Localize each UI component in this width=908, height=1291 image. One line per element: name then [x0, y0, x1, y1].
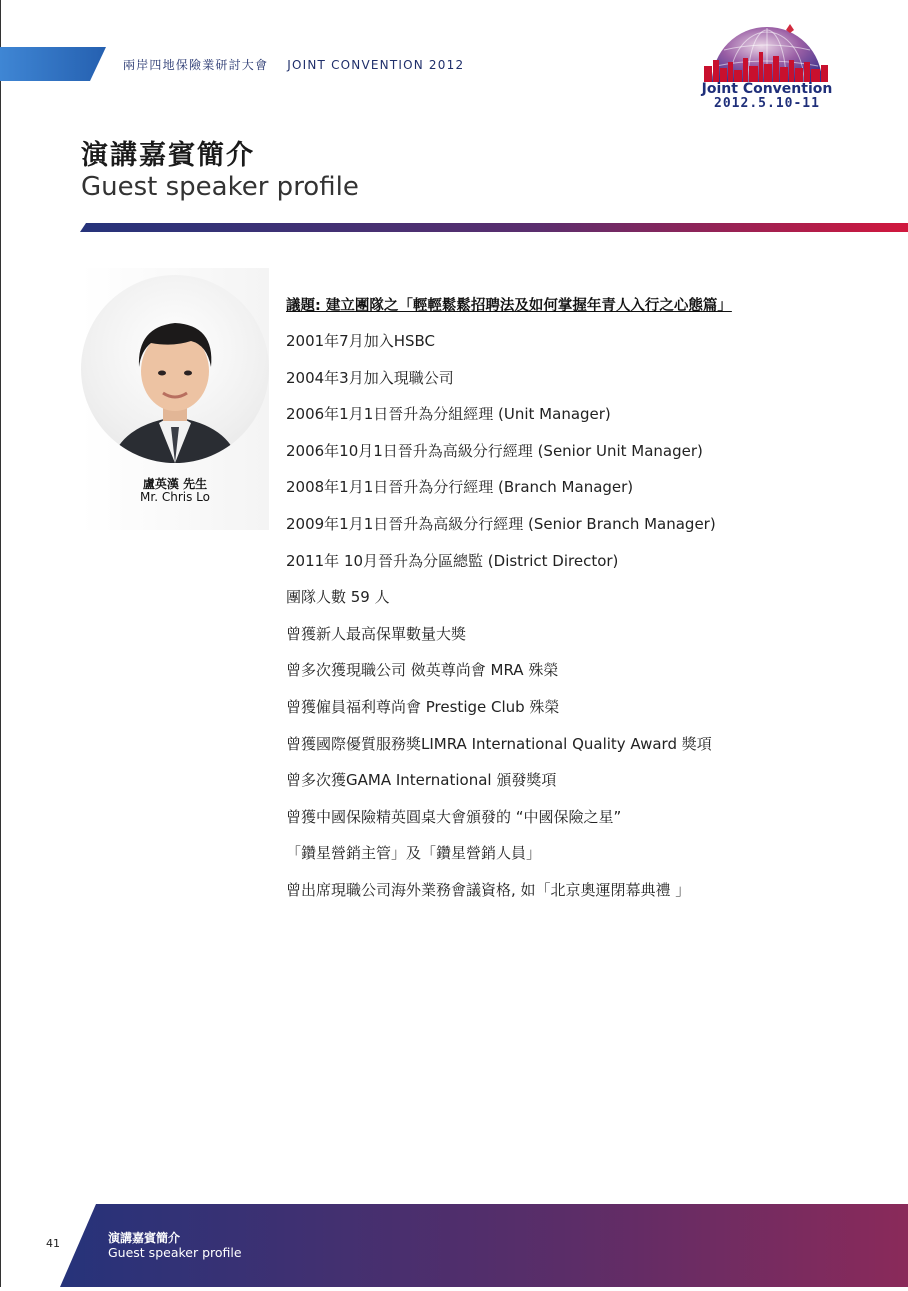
list-item: 曾出席現職公司海外業務會議資格, 如「北京奧運閉幕典禮 」 — [286, 880, 691, 899]
list-item: 2004年3月加入現職公司 — [286, 368, 454, 387]
list-item: 曾獲新人最高保單數量大獎 — [286, 624, 467, 643]
list-item: 2008年1月1日晉升為分行經理 (Branch Manager) — [286, 478, 634, 497]
list-item: 團隊人數 59 人 — [286, 588, 390, 607]
header-tab-shape — [0, 47, 106, 81]
footer-title-zh: 演講嘉賓簡介 — [108, 1231, 181, 1245]
list-item: 「鑽星營銷主管」及「鑽星營銷人員」 — [286, 844, 542, 863]
globe-skyline-icon — [700, 22, 834, 84]
footer-title-en: Guest speaker profile — [108, 1245, 242, 1260]
page-number: 41 — [46, 1237, 60, 1250]
title-divider-bar — [80, 217, 908, 226]
header-event-title — [123, 56, 478, 73]
list-item: 曾獲國際優質服務獎LIMRA International Quality Award 獎項 — [286, 734, 712, 753]
page-title-en: Guest speaker profile — [81, 172, 359, 202]
list-item: 2006年10月1日晉升為高級分行經理 (Senior Unit Manager) — [286, 441, 703, 460]
joint-convention-logo — [700, 22, 834, 112]
header-event-zh: 兩岸四地保險業研討大會 — [123, 58, 269, 72]
page-border — [0, 0, 1, 1287]
page-title-zh: 演講嘉賓簡介 — [81, 140, 255, 171]
list-item: 2006年1月1日晉升為分組經理 (Unit Manager) — [286, 405, 611, 424]
speaker-name-zh: 盧英漢 先生 — [142, 477, 208, 491]
speech-topic: 議題: 建立團隊之「輕輕鬆鬆招聘法及如何掌握年青人入行之心態篇」 — [286, 298, 732, 314]
speaker-photo — [81, 275, 269, 463]
list-item: 曾獲僱員福利尊尚會 Prestige Club 殊榮 — [286, 697, 560, 716]
speaker-portrait-icon — [81, 275, 269, 463]
header-event-en: JOINT CONVENTION 2012 — [287, 58, 465, 72]
logo-wordmark: Joint Convention — [701, 81, 833, 97]
list-item: 曾獲中國保險精英圓桌大會頒發的 “中國保險之星” — [286, 807, 622, 826]
career-list — [286, 330, 716, 916]
list-item: 2009年1月1日晉升為高級分行經理 (Senior Branch Manager) — [286, 514, 716, 533]
list-item: 曾多次獲現職公司 傚英尊尚會 MRA 殊榮 — [286, 661, 559, 680]
speaker-name-en: Mr. Chris Lo — [140, 490, 210, 504]
list-item: 曾多次獲GAMA International 頒發獎項 — [286, 771, 557, 790]
logo-date: 2012.5.10-11 — [714, 96, 820, 111]
list-item: 2011年 10月晉升為分區總監 (District Director) — [286, 551, 619, 570]
list-item: 2001年7月加入HSBC — [286, 332, 436, 350]
speaker-card — [81, 268, 269, 530]
